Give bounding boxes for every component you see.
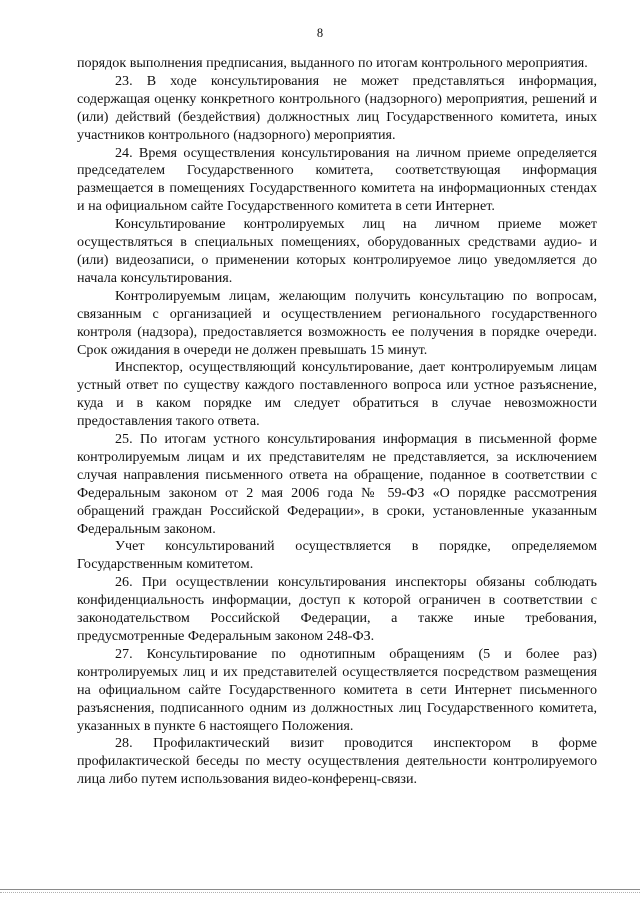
- paragraph-item-26: 26. При осуществлении консультирования инспекторы обязаны соблюдать конфиденциальность информации, доступ к которой ограничен в соответствии с законодательством Российской Федерации, а также иные требования, предусмотренные Федеральным законом 248-ФЗ.: [77, 574, 597, 644]
- paragraph-accounting: Учет консультирований осуществляется в порядке, определяемом Государственным комитетом.: [77, 538, 597, 573]
- paragraph-item-28: 28. Профилактический визит проводится инспектором в форме профилактической беседы по месту осуществления деятельности контролируемого лица либо путем использования видео-конференц-связи.: [77, 735, 597, 788]
- scan-edge-line: [0, 889, 640, 890]
- paragraph-inspector: Инспектор, осуществляющий консультирование, дает контролируемым лицам устный ответ по существу каждого поставленного вопроса или устное разъяснение, куда и в каком порядке им следует обратиться в случае невозможности предоставления такого ответа.: [77, 359, 597, 430]
- scan-edge-line-secondary: [0, 892, 640, 893]
- paragraph-personal-reception: Консультирование контролируемых лиц на личном приеме может осуществляться в специальных помещениях, оборудованных средствами аудио- и (или) видеозаписи, о применении которых контролируемое лицо уведомляется до начала консультирования.: [77, 216, 597, 286]
- paragraph-item-24: 24. Время осуществления консультирования на личном приеме определяется председателем Государственного комитета, соответствующая информация размещается в помещениях Государственного комитета на информационных стендах и на официальном сайте Государственного комитета в сети Интернет.: [77, 144, 597, 215]
- paragraph-item-25: 25. По итогам устного консультирования информация в письменной форме контролируемым лицам и их представителям не представляется, за исключением случая направления письменного ответа на обращение, поданное в соответствии с Федеральным законом от 2 мая 2006 года № 59-ФЗ «О порядке рассмотрения обращений граждан Российской Федерации», в сроки, установленные указанным Федеральным законом.: [77, 431, 597, 537]
- page-number: 8: [316, 26, 324, 40]
- paragraph-item-23: 23. В ходе консультирования не может представляться информация, содержащая оценку конкретного контрольного (надзорного) мероприятия, решений и (или) действий (бездействия) должностных лиц Государственного комитета, иных участников контрольного (надзорного) мероприятия.: [77, 72, 597, 143]
- paragraph-continuation: порядок выполнения предписания, выданного по итогам контрольного мероприятия.: [77, 55, 588, 71]
- paragraph-queue: Контролируемым лицам, желающим получить консультацию по вопросам, связанным с организацией и осуществлением регионального государственного контроля (надзора), предоставляется возможность ее получения в порядке очереди. Срок ожидания в очереди не должен превышать 15 минут.: [77, 287, 597, 358]
- document-body: [77, 55, 597, 789]
- paragraph-item-27: 27. Консультирование по однотипным обращениям (5 и более раз) контролируемых лиц и их представителей осуществляется посредством размещения на официальном сайте Государственного комитета в сети Интернет письменного разъяснения, подписанного одним из должностных лиц Государственного комитета, указанных в пункте 6 настоящего Положения.: [77, 645, 597, 734]
